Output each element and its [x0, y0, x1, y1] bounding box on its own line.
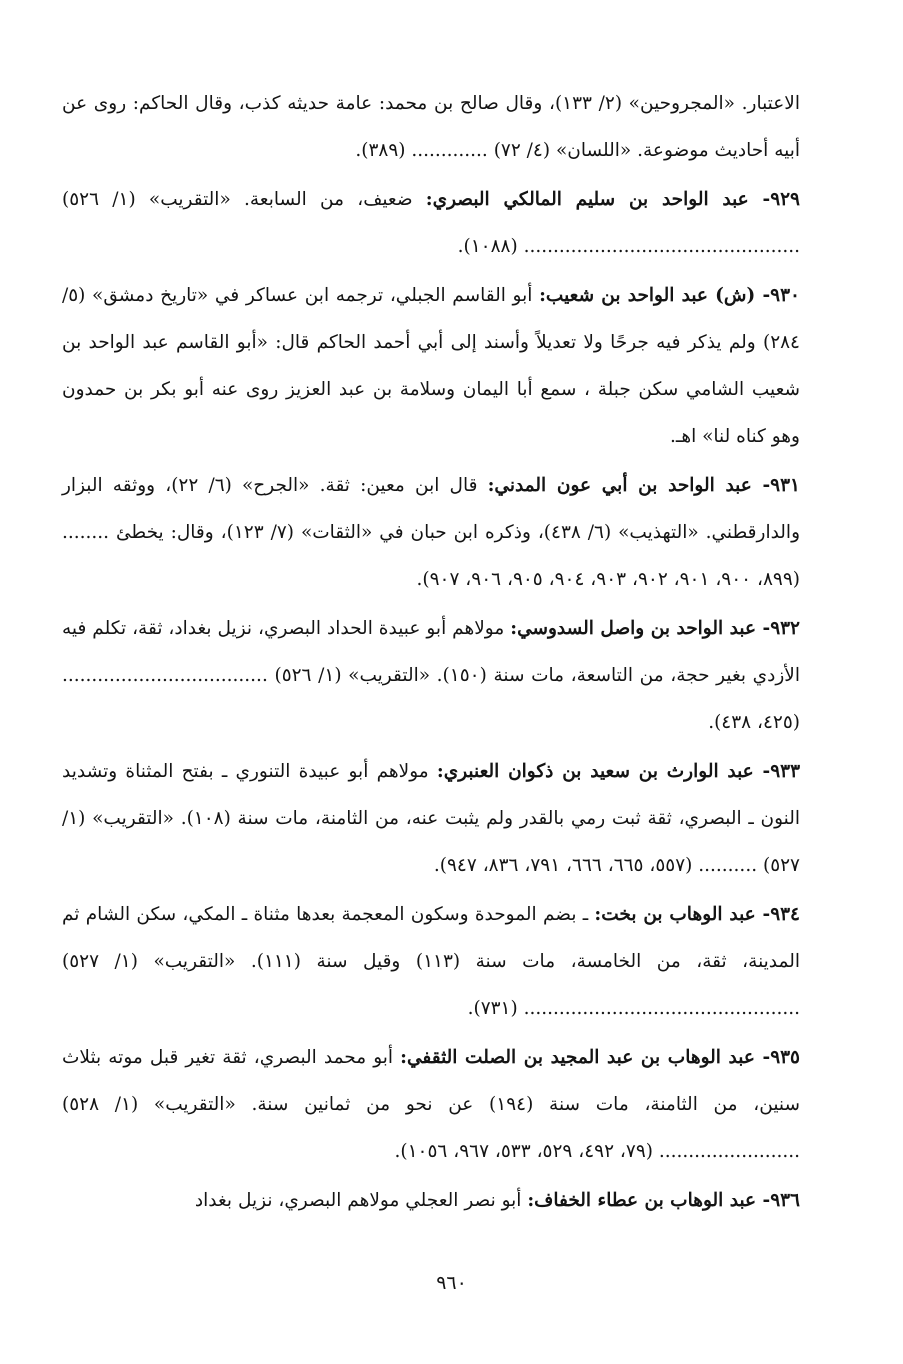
- entry-continuation: [62, 80, 800, 174]
- entry-heading: ٩٣١- عبد الواحد بن أبي عون المدني:: [487, 475, 800, 496]
- entry-text: الاعتبار. «المجروحين» (٢/ ١٣٣)، وقال صالح بن محمد: عامة حديثه كذب، وقال الحاكم: روى عن أبيه أحاديث موضوعة. «اللسان» (٤/ ٧٢) ............. (٣٨٩).: [62, 93, 800, 161]
- entry-heading: ٩٣٢- عبد الواحد بن واصل السدوسي:: [510, 618, 800, 639]
- entry-text: قال ابن معين: ثقة. «الجرح» (٦/ ٢٢)، ووثقه البزار والدارقطني. «التهذيب» (٦/ ٤٣٨)، وذكره ابن حبان في «الثقات» (٧/ ١٢٣)، وقال: يخطئ ........ (٨٩٩، ٩٠٠، ٩٠١، ٩٠٢، ٩٠٣، ٩٠٤، ٩٠٥، ٩٠٦، ٩٠٧).: [62, 475, 801, 590]
- entry-heading: ٩٣٣- عبد الوارث بن سعيد بن ذكوان العنبري:: [436, 761, 801, 782]
- entries-list: [62, 80, 800, 1224]
- entry-932: [62, 605, 800, 746]
- entry-text: أبو نصر العجلي مولاهم البصري، نزيل بغداد: [194, 1190, 528, 1211]
- entry-936: [62, 1177, 800, 1224]
- entry-heading: ٩٣٦- عبد الوهاب بن عطاء الخفاف:: [527, 1190, 800, 1211]
- entry-text: ـ بضم الموحدة وسكون المعجمة بعدها مثناة ـ المكي، سكن الشام ثم المدينة، ثقة، من الخامسة، مات سنة (١١٣) وقيل سنة (١١١). «التقريب» (١/ ٥٢٧) ............................................... (٧٣١).: [62, 904, 800, 1019]
- entry-text: مولاهم أبو عبيدة الحداد البصري، نزيل بغداد، ثقة، تكلم فيه الأزدي بغير حجة، من التاسعة، مات سنة (١٥٠). «التقريب» (١/ ٥٢٦) ................................... (٤٢٥، ٤٣٨).: [62, 618, 800, 733]
- entry-text: مولاهم أبو عبيدة التنوري ـ بفتح المثناة وتشديد النون ـ البصري، ثقة ثبت رمي بالقدر ولم يثبت عنه، من الثامنة، مات سنة (١٠٨). «التقريب» (١/ ٥٢٧) .......... (٥٥٧، ٦٦٥، ٦٦٦، ٧٩١، ٨٣٦، ٩٤٧).: [62, 761, 800, 876]
- entry-934: [62, 891, 800, 1032]
- entry-929: [62, 176, 800, 270]
- entry-text: أبو القاسم الجبلي، ترجمه ابن عساكر في «تاريخ دمشق» (٥/ ٢٨٤) ولم يذكر فيه جرحًا ولا تعديلاً وأسند إلى أبي أحمد الحاكم قال: «أبو القاسم عبد الواحد بن شعيب الشامي سكن جبلة ، سمع أبا اليمان وسلامة بن عبد العزيز روى عنه أبو بكر بن حمدون وهو كناه لنا» اهـ.: [62, 285, 800, 447]
- entry-heading: ٩٣٤- عبد الوهاب بن بخت:: [594, 904, 800, 925]
- entry-931: [62, 462, 800, 603]
- entry-heading: ٩٢٩- عبد الواحد بن سليم المالكي البصري:: [425, 189, 800, 210]
- entry-text: أبو محمد البصري، ثقة تغير قبل موته بثلاث سنين، من الثامنة، مات سنة (١٩٤) عن نحو من ثمانين سنة. «التقريب» (١/ ٥٢٨) ........................ (٧٩، ٤٩٢، ٥٢٩، ٥٣٣، ٩٦٧، ١٠٥٦).: [62, 1047, 800, 1162]
- page-number: ٩٦٠: [436, 1272, 467, 1294]
- entry-heading: ٩٣٥- عبد الوهاب بن عبد المجيد بن الصلت الثقفي:: [400, 1047, 800, 1068]
- entry-935: [62, 1034, 800, 1175]
- entry-930: [62, 272, 800, 460]
- entry-text: ضعيف، من السابعة. «التقريب» (١/ ٥٢٦) ............................................... (١٠٨٨).: [62, 189, 800, 257]
- entry-933: [62, 748, 800, 889]
- entry-heading: ٩٣٠- (ش) عبد الواحد بن شعيب:: [539, 285, 800, 306]
